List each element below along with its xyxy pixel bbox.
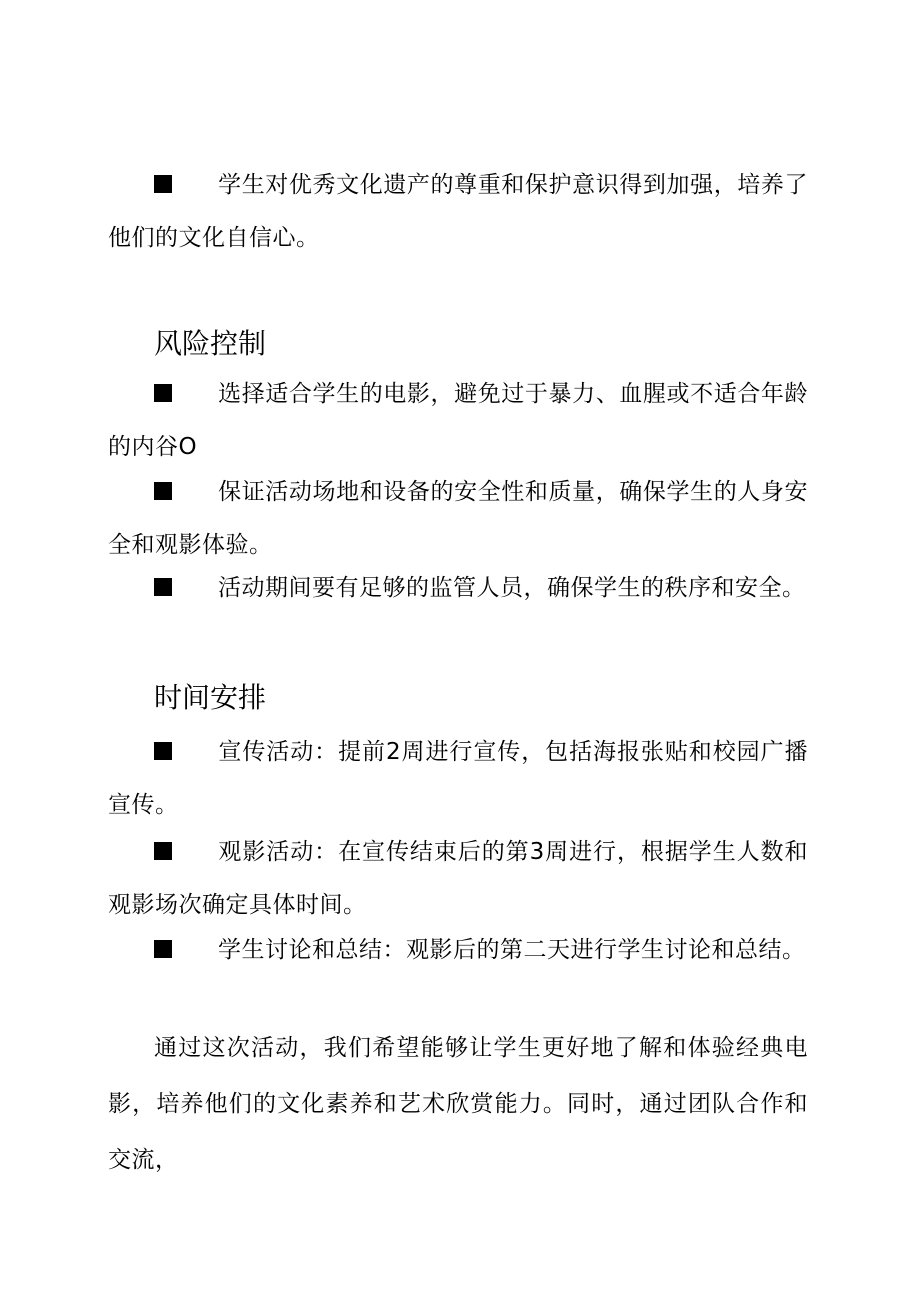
closing-paragraph: 通过这次活动，我们希望能够让学生更好地了解和体验经典电影，培养他们的文化素养和艺术欣赏能力。同时，通过团队合作和交流， [108,1035,808,1173]
section-heading-schedule: 时间安排 [154,681,267,714]
section-heading-risk: 风险控制 [154,327,267,360]
bullet-square-icon [154,175,172,193]
list-item-text: 学生对优秀文化遗产的尊重和保护意识得到加强，培养了他们的文化自信心。 [108,172,808,251]
list-item [108,924,808,977]
list-item [108,562,808,615]
list-item-text: 观影活动：在宣传结束后的第3周进行，根据学生人数和观影场次确定具体时间。 [108,839,808,918]
list-item-text: 活动期间要有足够的监管人员，确保学生的秩序和安全。 [218,575,806,601]
list-item-text: 学生讨论和总结：观影后的第二天进行学生讨论和总结。 [218,937,806,963]
list-item [108,466,808,572]
list-item [108,368,808,474]
list-item-text: 选择适合学生的电影，避免过于暴力、血腥或不适合年龄的内谷O [108,381,808,460]
bullet-square-icon [154,578,172,596]
list-item [108,826,808,932]
bullet-square-icon [154,940,172,958]
list-item [108,726,808,832]
bullet-square-icon [154,742,172,760]
list-item [108,159,808,265]
list-item-text: 宣传活动：提前2周进行宣传，包括海报张贴和校园广播宣传。 [108,739,808,818]
list-item-text: 保证活动场地和设备的安全性和质量，确保学生的人身安全和观影体验。 [108,479,808,558]
bullet-square-icon [154,842,172,860]
bullet-square-icon [154,384,172,402]
bullet-square-icon [154,482,172,500]
